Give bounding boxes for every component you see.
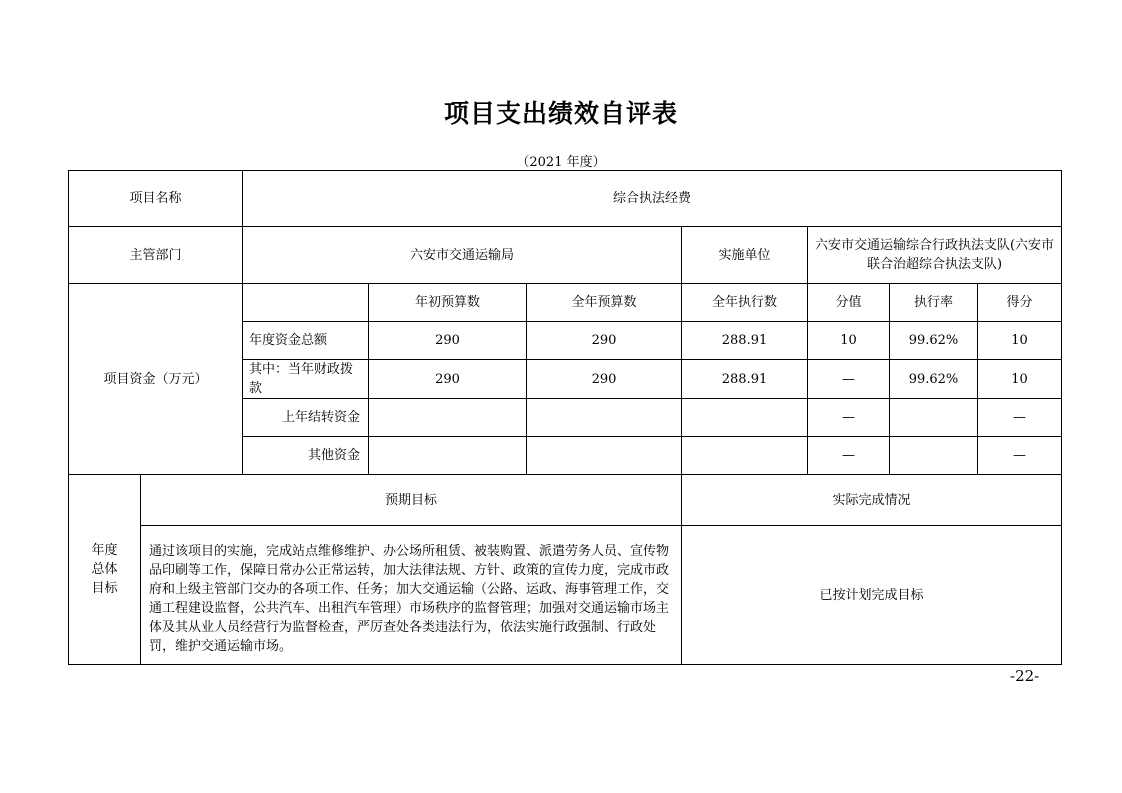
cell-score-weight: — (808, 399, 890, 437)
department-row (69, 227, 1062, 284)
project-name-row (69, 171, 1062, 227)
annual-goal-label (69, 475, 141, 665)
annual-goal-label-line: 总体 (91, 562, 118, 577)
cell-annual-execution: 288.91 (682, 322, 808, 360)
cell-annual-budget (527, 437, 682, 475)
funds-label: 项目资金（万元） (69, 284, 243, 475)
header-score: 得分 (978, 284, 1062, 322)
implementing-unit-value: 六安市交通运输综合行政执法支队(六安市联合治超综合执法支队) (808, 227, 1062, 284)
actual-completion-header: 实际完成情况 (682, 475, 1062, 526)
department-label: 主管部门 (69, 227, 243, 284)
cell-score-weight: — (808, 360, 890, 399)
cell-initial-budget: 290 (369, 322, 527, 360)
cell-annual-execution: 288.91 (682, 360, 808, 399)
cell-score: 10 (978, 360, 1062, 399)
cell-score-weight: — (808, 437, 890, 475)
cell-initial-budget (369, 399, 527, 437)
project-name-label: 项目名称 (69, 171, 243, 227)
report-year: （2021 年度） (516, 155, 606, 170)
cell-annual-execution (682, 437, 808, 475)
implementing-unit-label: 实施单位 (682, 227, 808, 284)
cell-execution-rate (890, 437, 978, 475)
cell-score: — (978, 437, 1062, 475)
cell-score: — (978, 399, 1062, 437)
cell-initial-budget (369, 437, 527, 475)
cell-initial-budget: 290 (369, 360, 527, 399)
funds-header-blank (243, 284, 369, 322)
cell-score-weight: 10 (808, 322, 890, 360)
annual-goal-label-line: 目标 (91, 581, 118, 596)
header-annual-budget: 全年预算数 (527, 284, 682, 322)
department-value: 六安市交通运输局 (243, 227, 682, 284)
cell-score: 10 (978, 322, 1062, 360)
cell-execution-rate: 99.62% (890, 360, 978, 399)
row-label: 上年结转资金 (243, 399, 369, 437)
row-label: 其中：当年财政拨款 (243, 360, 369, 399)
annual-goal-label-line: 年度 (91, 543, 118, 558)
expected-goal-text: 通过该项目的实施，完成站点维修维护、办公场所租赁、被装购置、派遣劳务人员、宣传物品印刷等工作，保障日常办公正常运转，加大法律法规、方针、政策的宣传力度，完成市政府和上级主管部门交办的各项工作、任务；加大交通运输（公路、运政、海事管理工作，交通工程建设监督，公共汽车、出租汽车管理）市场秩序的监督管理；加强对交通运输市场主体及其从业人员经营行为监督检查，严厉查处各类违法行为，依法实施行政强制、行政处罚，维护交通运输市场。 (141, 526, 682, 665)
cell-annual-execution (682, 399, 808, 437)
header-annual-execution: 全年执行数 (682, 284, 808, 322)
cell-execution-rate: 99.62% (890, 322, 978, 360)
cell-annual-budget (527, 399, 682, 437)
header-score-weight: 分值 (808, 284, 890, 322)
row-label: 年度资金总额 (243, 322, 369, 360)
actual-completion-text: 已按计划完成目标 (682, 526, 1062, 665)
page-title: 项目支出绩效自评表 (443, 99, 678, 128)
goals-content-row (69, 526, 1062, 665)
self-evaluation-table (68, 170, 1062, 665)
funds-header-row (69, 284, 1062, 322)
goals-header-row (69, 475, 1062, 526)
row-label: 其他资金 (243, 437, 369, 475)
header-initial-budget: 年初预算数 (369, 284, 527, 322)
expected-goal-header: 预期目标 (141, 475, 682, 526)
cell-execution-rate (890, 399, 978, 437)
page-number: -22- (1010, 667, 1040, 685)
header-execution-rate: 执行率 (890, 284, 978, 322)
cell-annual-budget: 290 (527, 360, 682, 399)
cell-annual-budget: 290 (527, 322, 682, 360)
project-name-value: 综合执法经费 (243, 171, 1062, 227)
